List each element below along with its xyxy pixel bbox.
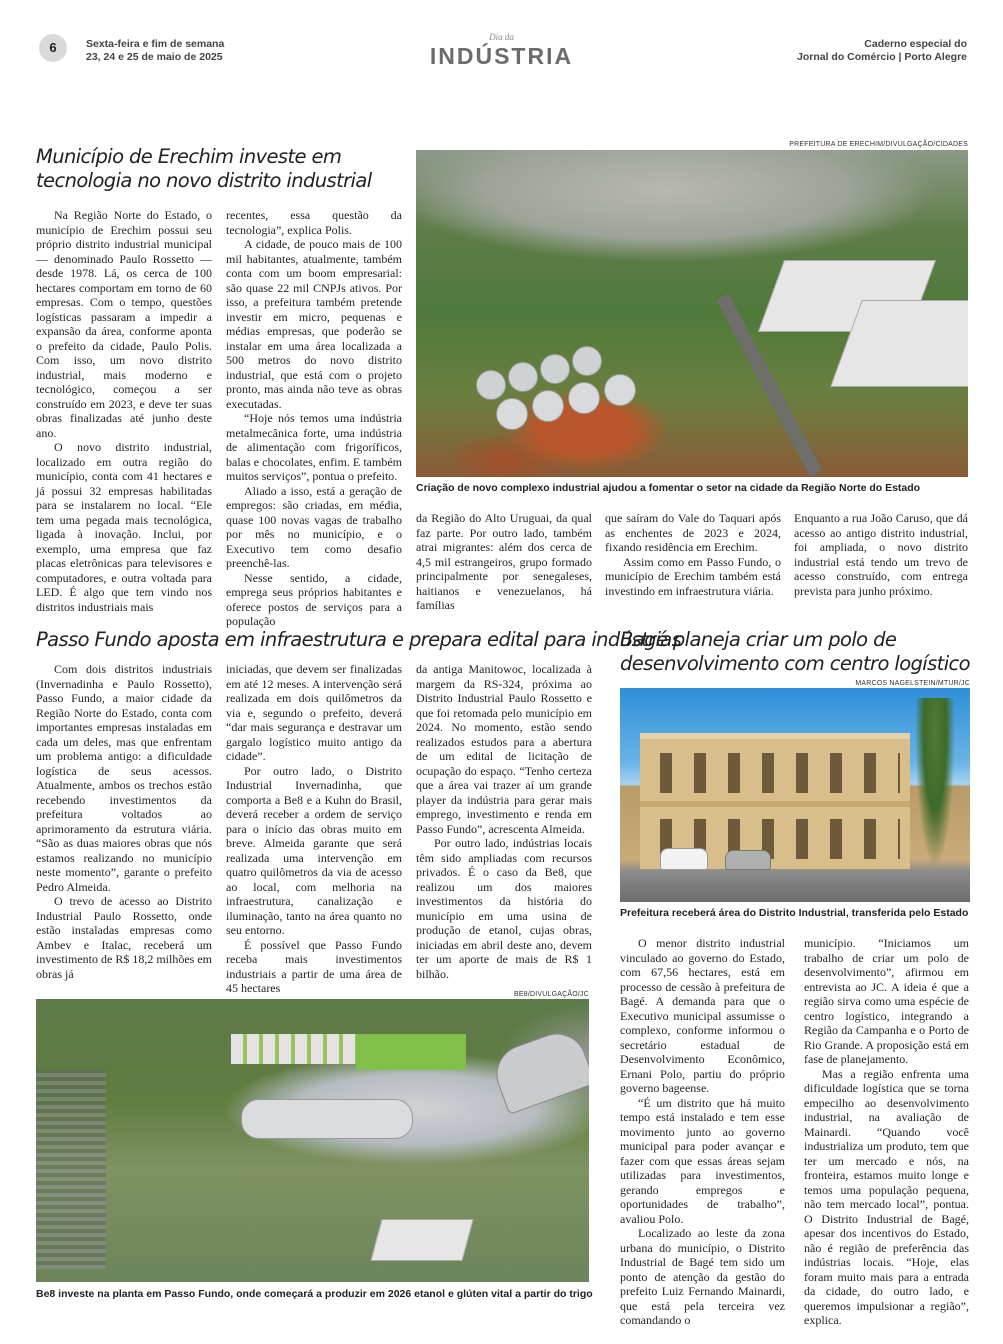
- passo-fundo-headline: Passo Fundo aposta em infraestrutura e prepara edital para indústrias: [36, 628, 682, 651]
- paragraph: Por outro lado, o Distrito Industrial Invernadinha, que comporta a Be8 e a Kuhn do Brasil, deverá receber a ordem de serviço para o início das obras muito em breve. Almeida garante que será realizada uma intervenção em quatro quilômetros da via de acesso ao local, com melhoria na infraestrutura, canalização e iluminação, tanto na área quanto no seu entorno.: [226, 763, 402, 937]
- paragraph: recentes, essa questão da tecnologia”, explica Polis.: [226, 208, 402, 237]
- section-kicker: Dia da: [489, 32, 514, 42]
- paragraph: Mas a região enfrenta uma dificuldade logística que se torna empecilho ao desenvolvimento industrial, na avaliação de Mainardi. “Quando você industrializa um produto, tem que ter um mercado e nós, na fronteira, estamos muito longe e temos uma população pequena, não tem mercado local”, pontua. O Distrito Industrial de Bagé, apesar dos incentivos do Estado, não é região de preferência das indústrias locais. “Hoje, elas foram muito mais para a entrada da cidade, do outro lado, e queremos impulsionar a região”, explica.: [804, 1066, 969, 1327]
- silo-cluster: [476, 340, 676, 430]
- be8-photo-caption: Be8 investe na planta em Passo Fundo, onde começará a produzir em 2026 etanol e glúten vital a partir do trigo: [36, 1288, 593, 1300]
- erechim-column-4: [605, 511, 781, 598]
- paragraph: O menor distrito industrial vinculado ao governo do Estado, com 67,56 hectares, está em processo de cessão à prefeitura de Bagé. A demanda para que o Executivo municipal assumisse o complexo, conforme informou o secretário estadual de Desenvolvimento Econômico, Ernani Polo, partiu do próprio governo bageense.: [620, 936, 785, 1095]
- edition-date-line2: 23, 24 e 25 de maio de 2025: [86, 51, 223, 63]
- paragraph: que saíram do Vale do Taquari após as enchentes de 2023 e 2024, fixando residência em Erechim.: [605, 511, 781, 554]
- passo-fundo-photo-credit: BE8/DIVULGAÇÃO/JC: [514, 991, 589, 998]
- truck-parking: [36, 1069, 106, 1269]
- bage-headline-line1: Bagé planeja criar um polo de: [620, 628, 897, 651]
- paragraph: “É um distrito que há muito tempo está instalado e tem esse movimento junto ao governo municipal para poder avançar e fazer com que essas áreas sejam utilizadas para investimentos, gerando empregos e oportunidades de trabalho”, avaliou Polo.: [620, 1095, 785, 1226]
- bage-city-hall-photo: [620, 688, 970, 902]
- paragraph: O trevo de acesso ao Distrito Industrial Paulo Rossetto, onde estão instaladas empresas como Ambev e Italac, receberá um investimento de R$ 18,2 milhões em obras já: [36, 894, 212, 981]
- erechim-headline-line1: Município de Erechim investe em: [36, 145, 342, 168]
- paragraph: Enquanto a rua João Caruso, que dá acesso ao antigo distrito industrial, foi ampliada, o novo distrito industrial está tendo um trevo de acesso construído, com entrega prevista para junho próximo.: [794, 511, 968, 598]
- passo-fundo-column-3: [416, 662, 592, 981]
- publication-line2: Jornal do Comércio | Porto Alegre: [797, 51, 967, 63]
- edition-date-line1: Sexta-feira e fim de semana: [86, 38, 225, 50]
- paragraph: iniciadas, que devem ser finalizadas em até 12 meses. A intervenção será realizada em dois quilômetros da via e, segundo o prefeito, deverá “dar mais segurança e destravar um gargalo logístico muito antigo da cidade”.: [226, 662, 402, 763]
- warehouse-shape: [370, 1219, 473, 1261]
- bage-column-1: [620, 936, 785, 1328]
- erechim-column-5: [794, 511, 968, 598]
- parked-car: [725, 850, 771, 870]
- publication-line1: Caderno especial do: [864, 38, 967, 50]
- erechim-headline: [36, 145, 406, 193]
- paragraph: É possível que Passo Fundo receba mais investimentos industriais a partir de uma área de 45 hectares: [226, 937, 402, 995]
- erechim-photo-caption: Criação de novo complexo industrial ajudou a fomentar o setor na cidade da Região Norte do Estado: [416, 482, 921, 494]
- paragraph: Na Região Norte do Estado, o município de Erechim possui seu próprio distrito industrial municipal — denominado Paulo Rossetto — desde 1978. Lá, os cerca de 100 hectares comportam em torno de 60 empresas. Com o tempo, questões logísticas passaram a impedir a expansão da área, conforme aponta o prefeito da cidade, Paulo Polis. Com isso, um novo distrito industrial, mais moderno e tecnológico, começou a ser construído em 2023, e deve ter suas obras finalizadas até junho deste ano.: [36, 208, 212, 440]
- erechim-photo-credit: PREFEITURA DE ERECHIM/DIVULGAÇÃO/CIDADES: [789, 141, 968, 148]
- bage-headline-line2: desenvolvimento com centro logístico: [620, 652, 970, 675]
- page-number: 6: [39, 34, 67, 62]
- erechim-column-2: [226, 208, 402, 629]
- warehouse-shape: [488, 1025, 589, 1115]
- be8-plant-photo: [36, 999, 589, 1282]
- paragraph: O novo distrito industrial, localizado em outra região do município, conta com 41 hectares e já possui 32 empresas habilitadas para se instalarem no local. “Ele tem uma pegada mais tecnológica, ligada à inovação. Inclui, por exemplo, uma empresa que faz placas eletrônicas para televisores e computadores, e outra voltada para LED. É algo que tem vindo nos distritos industriais mais: [36, 440, 212, 614]
- paragraph: Localizado ao leste da zona urbana do município, o Distrito Industrial de Bagé tem sido um ponto de atenção da gestão do prefeito Luiz Fernando Mainardi, que está pela terceira vez comandando o: [620, 1226, 785, 1327]
- passo-fundo-column-1: [36, 662, 212, 981]
- erechim-column-3: [416, 511, 592, 613]
- paragraph: A cidade, de pouco mais de 100 mil habitantes, atualmente, também conta com um boom empresarial: são quase 22 mil CNPJs ativos. Por isso, a prefeitura também pretende investir em micro, pequenas e médias empresas, que poderão se instalar em uma área localizada a 500 metros do novo distrito industrial, que está com o projeto pronto, mas ainda não teve as obras executadas.: [226, 237, 402, 411]
- publication-info: [797, 38, 967, 64]
- paragraph: da antiga Manitowoc, localizada à margem da RS-324, próxima ao Distrito Industrial Paulo Rossetto e que foi retomada pelo município em 2024. No momento, estão sendo realizados estudos para a abertura de um edital de licitação de ocupação do espaço. “Tenho certeza que a área vai trazer aí um grande player da indústria para gerar mais emprego, investimento e renda em Passo Fundo”, acrescenta Almeida.: [416, 662, 592, 836]
- paragraph: Assim como em Passo Fundo, o município de Erechim também está investindo em infraestrutura viária.: [605, 554, 781, 598]
- bage-photo-caption: Prefeitura receberá área do Distrito Industrial, transferida pelo Estado: [620, 907, 969, 919]
- warehouse-shape: [241, 1099, 413, 1139]
- paragraph: Aliado a isso, está a geração de empregos: são criadas, em média, quase 100 novas vagas de trabalho por mês no município, e o Executivo tem como desafio preenchê-las.: [226, 483, 402, 570]
- erechim-headline-line2: tecnologia no novo distrito industrial: [36, 169, 372, 192]
- green-structure: [356, 1034, 466, 1070]
- bage-column-2: [804, 936, 969, 1328]
- paragraph: Com dois distritos industriais (Invernadinha e Paulo Rossetto), Passo Fundo, a maior cidade da Região Norte do Estado, conta com importantes empresas instaladas em cada um deles, mas que enfrentam um problema antigo: a dificuldade logística de seus acessos. Atualmente, ambos os trechos estão recebendo investimentos da prefeitura voltados ao aprimoramento da estrutura viária. “São as duas maiores obras que nós estamos realizando no município neste momento”, garante o prefeito Pedro Almeida.: [36, 662, 212, 894]
- palm-tree: [915, 698, 955, 868]
- erechim-column-1: [36, 208, 212, 614]
- paragraph: Nesse sentido, a cidade, emprega seus próprios habitantes e oferece postos de serviços para a população: [226, 570, 402, 628]
- paragraph: da Região do Alto Uruguai, da qual faz parte. Por outro lado, também atrai migrantes: além dos cerca de 4,5 mil estrangeiros, grupo formado principalmente por senegaleses, haitianos e venezuelanos, há famílias: [416, 511, 592, 612]
- tank-row: [231, 1034, 371, 1064]
- section-title: INDÚSTRIA: [429, 43, 574, 69]
- paragraph: Por outro lado, indústrias locais têm sido ampliadas com recursos privados. É o caso da Be8, que realizou um dos maiores investimentos da história do município em uma usina de produção de etanol, cujas obras, iniciadas em abril deste ano, devem ter um aporte de mais de R$ 1 bilhão.: [416, 836, 592, 981]
- paragraph: “Hoje nós temos uma indústria metalmecânica forte, uma indústria de alimentação com frigoríficos, balas e chocolates, enfim. E também muitos serviços”, pontua o prefeito.: [226, 411, 402, 483]
- erechim-industrial-photo: [416, 150, 968, 477]
- parked-car: [660, 848, 708, 870]
- passo-fundo-column-2: [226, 662, 402, 996]
- bage-photo-credit: MARCOS NAGELSTEIN/MTUR/JC: [855, 680, 970, 687]
- paragraph: município. “Iniciamos um trabalho de criar um polo de desenvolvimento”, afirmou em entrevista ao JC. A ideia é que a região sirva como uma espécie de centro logístico, integrando a Região da Campanha e o Porto de Rio Grande. A proposição está em fase de planejamento.: [804, 936, 969, 1066]
- bage-headline: [620, 628, 970, 676]
